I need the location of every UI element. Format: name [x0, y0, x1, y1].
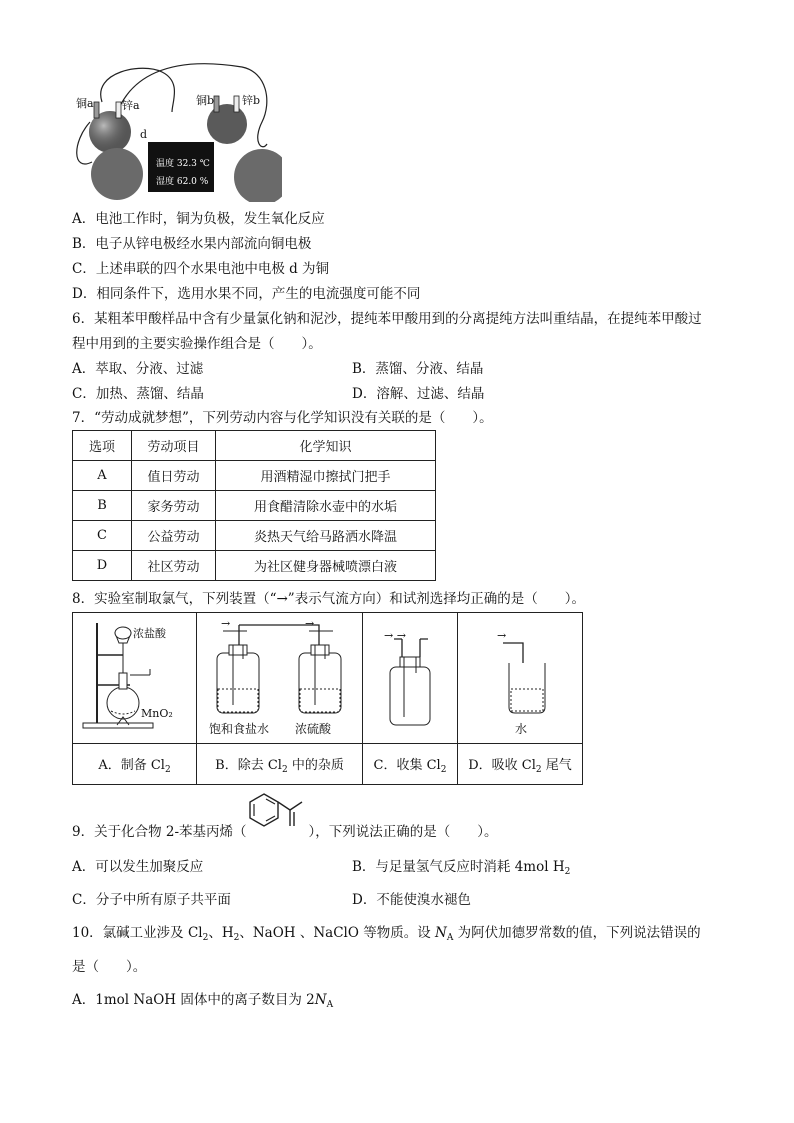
table-row [73, 521, 436, 551]
label-cu-a: 铜a [76, 97, 94, 110]
header-chemistry: 化学知识 [216, 431, 436, 461]
cell-labor: 公益劳动 [132, 521, 216, 551]
cell-chemistry: 用食醋清除水壶中的水垢 [216, 491, 436, 521]
header-option: 选项 [73, 431, 132, 461]
label-d: d [140, 128, 148, 141]
caption-d: D．吸收 $Cl_2$ 尾气 [458, 744, 583, 785]
apparatus-c-drawing [364, 613, 456, 739]
apparatus-c-cell [363, 613, 458, 744]
q6-option-c: C．加热、蒸馏、结晶 [72, 386, 204, 402]
label-brine: 饱和食盐水 [208, 722, 269, 736]
q9-stem: 9．关于化合物 2-苯基丙烯（ ），下列说法正确的是（ ）。 [72, 824, 498, 840]
q10-stem-line2: 是（ ）。 [72, 959, 147, 975]
cell-labor: 值日劳动 [132, 461, 216, 491]
2-phenylpropene-structure [246, 790, 308, 840]
cell-option: B [73, 491, 132, 521]
caption-c: C．收集 $Cl_2$ [363, 744, 458, 785]
cell-chemistry: 用酒精湿巾擦拭门把手 [216, 461, 436, 491]
q9-option-c: C．分子中所有原子共平面 [72, 892, 231, 908]
q5-option-a: A．电池工作时，铜为负极，发生氧化反应 [72, 211, 325, 227]
label-zn-a: 锌a [122, 99, 140, 112]
apparatus-d-cell [458, 613, 583, 744]
q5-option-c: C．上述串联的四个水果电池中电极 d 为铜 [72, 261, 330, 277]
q8-stem: 8．实验室制取氯气，下列装置（“→”表示气流方向）和试剂选择均正确的是（ ）。 [72, 591, 585, 607]
q6-option-b: B．蒸馏、分液、结晶 [352, 361, 484, 377]
q6-option-d: D．溶解、过滤、结晶 [352, 386, 485, 402]
temp-readout: 温度 32.3 ℃ [156, 159, 210, 169]
cell-option: C [73, 521, 132, 551]
cell-labor: 家务劳动 [132, 491, 216, 521]
q7-table [72, 430, 436, 581]
svg-text:→: → [220, 617, 230, 630]
q5-option-b: B．电子从锌电极经水果内部流向铜电极 [72, 236, 312, 252]
label-cu-b: 铜b [196, 94, 215, 107]
q10-stem-line1: 10．氯碱工业涉及 $Cl_2$、$H_2$、NaOH 、NaClO 等物质。设 $N_A$ 为阿伏加德罗常数的值，下列说法错误的 [72, 925, 701, 943]
q9-option-d: D．不能使溴水褪色 [352, 892, 471, 908]
q10-option-a: A．1mol NaOH 固体中的离子数目为 $2N_A$ [72, 992, 334, 1010]
label-h2so4: 浓硫酸 [294, 722, 331, 736]
svg-text:→: → [304, 617, 314, 630]
label-water: 水 [515, 722, 528, 736]
q6-stem-line2: 程中用到的主要实验操作组合是（ ）。 [72, 336, 322, 352]
apparatus-d-drawing [459, 613, 581, 739]
cell-option: A [73, 461, 132, 491]
cell-chemistry: 炎热天气给马路洒水降温 [216, 521, 436, 551]
q8-apparatus-table [72, 612, 583, 785]
q6-option-a: A．萃取、分液、过滤 [72, 361, 204, 377]
table-row [73, 461, 436, 491]
cell-option: D [73, 551, 132, 581]
q6-stem-line1: 6．某粗苯甲酸样品中含有少量氯化钠和泥沙，提纯苯甲酸用到的分离提纯方法叫重结晶，在提纯苯甲酸过 [72, 311, 702, 327]
apparatus-a-cell [73, 613, 197, 744]
q7-stem: 7．“劳动成就梦想”，下列劳动内容与化学知识没有关联的是（ ）。 [72, 410, 493, 426]
humidity-readout: 湿度 62.0 % [156, 177, 209, 187]
table-header-row [73, 431, 436, 461]
fruit-battery-figure [72, 62, 282, 202]
table-row [73, 491, 436, 521]
label-hcl: 浓盐酸 [132, 627, 166, 640]
cell-labor: 社区劳动 [132, 551, 216, 581]
q9-option-a: A．可以发生加聚反应 [72, 859, 204, 875]
svg-text:→ →: → → [384, 629, 406, 642]
caption-a: A．制备 $Cl_2$ [73, 744, 197, 785]
apparatus-a-drawing [75, 613, 195, 739]
label-mno2: MnO₂ [140, 707, 173, 720]
svg-text:→: → [497, 629, 507, 642]
label-zn-b: 锌b [242, 94, 261, 107]
caption-b: B．除去 $Cl_2$ 中的杂质 [197, 744, 363, 785]
cell-chemistry: 为社区健身器械喷漂白液 [216, 551, 436, 581]
table-row [73, 551, 436, 581]
apparatus-b-drawing [199, 613, 361, 739]
apparatus-b-cell [197, 613, 363, 744]
q5-option-d: D．相同条件下，选用水果不同，产生的电流强度可能不同 [72, 286, 421, 302]
q9-option-b: B．与足量氢气反应时消耗 4mol $H_2$ [352, 859, 571, 877]
header-labor: 劳动项目 [132, 431, 216, 461]
